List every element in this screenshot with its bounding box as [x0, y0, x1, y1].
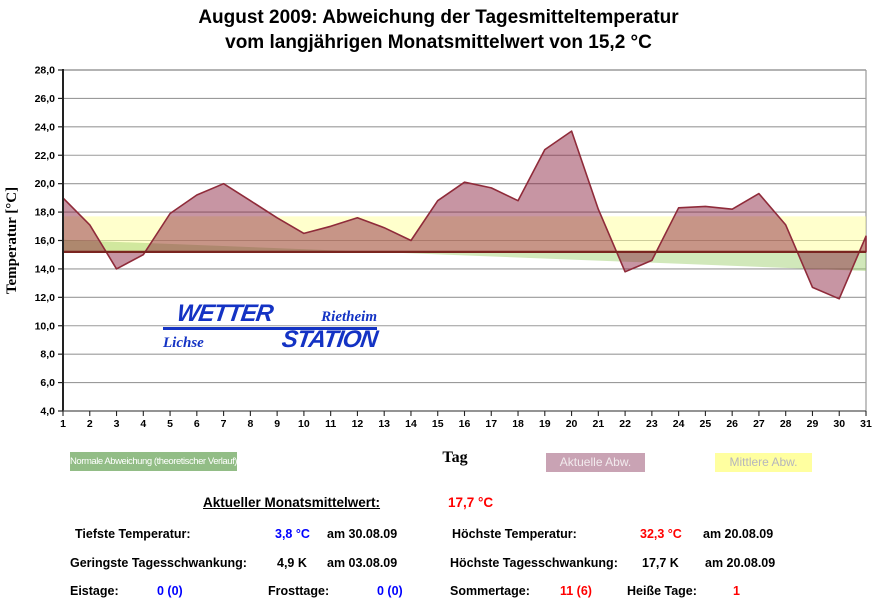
lowest-temp-value: 3,8 °C	[275, 527, 310, 541]
svg-text:20: 20	[565, 418, 578, 430]
highest-temp-date: am 20.08.09	[703, 527, 774, 541]
svg-text:4: 4	[140, 418, 147, 430]
svg-text:8,0: 8,0	[40, 348, 55, 361]
svg-text:28,0: 28,0	[34, 64, 55, 77]
highest-temp-value: 32,3 °C	[640, 527, 682, 541]
daily-temperature-area	[63, 131, 866, 299]
logo-station-text: STATION	[280, 326, 379, 353]
svg-text:7: 7	[220, 418, 227, 430]
svg-text:27: 27	[753, 418, 765, 430]
x-axis-title: Tag	[442, 449, 468, 466]
svg-text:13: 13	[378, 418, 391, 430]
summer-days-value: 11 (6)	[560, 584, 592, 598]
svg-text:2: 2	[86, 418, 93, 430]
highest-range-label: Höchste Tagesschwankung:	[450, 556, 618, 570]
monthly-mean-label: Aktueller Monatsmittelwert:	[203, 495, 381, 510]
summer-days-label: Sommertage:	[450, 584, 530, 598]
svg-text:1: 1	[60, 418, 66, 430]
lowest-temp-label: Tiefste Temperatur:	[75, 527, 191, 541]
svg-text:21: 21	[592, 418, 605, 430]
svg-text:14: 14	[405, 418, 417, 430]
logo-row-2	[163, 328, 377, 352]
ice-days-label: Eistage:	[70, 584, 119, 598]
logo-row-1	[163, 302, 377, 326]
y-axis-title: Temperatur [°C]	[4, 186, 20, 295]
legend-mittlere-abweichung: Mittlere Abw.	[715, 453, 812, 472]
svg-text:24,0: 24,0	[34, 121, 55, 134]
svg-text:22: 22	[619, 418, 631, 430]
svg-text:5: 5	[167, 418, 173, 430]
svg-text:30: 30	[833, 418, 846, 430]
logo-wetter-text: WETTER	[175, 300, 275, 327]
svg-text:15: 15	[431, 418, 444, 430]
svg-text:19: 19	[538, 418, 551, 430]
svg-text:16,0: 16,0	[34, 235, 55, 247]
svg-text:14,0: 14,0	[34, 263, 55, 276]
svg-text:8: 8	[247, 418, 254, 430]
svg-text:16: 16	[458, 418, 471, 430]
svg-text:20,0: 20,0	[34, 178, 55, 191]
svg-text:11: 11	[325, 418, 337, 430]
frost-days-value: 0 (0)	[377, 584, 403, 598]
svg-text:12,0: 12,0	[34, 291, 55, 304]
svg-text:18,0: 18,0	[34, 206, 55, 219]
svg-text:18: 18	[512, 418, 524, 430]
svg-text:9: 9	[274, 418, 281, 430]
chart-title-line1: August 2009: Abweichung der Tagesmitteltemperatur	[198, 7, 679, 28]
svg-text:25: 25	[699, 418, 712, 430]
svg-text:31: 31	[860, 418, 872, 430]
highest-range-date: am 20.08.09	[705, 556, 776, 570]
svg-text:17: 17	[485, 418, 498, 430]
lowest-range-value: 4,9 K	[277, 556, 307, 570]
svg-text:10,0: 10,0	[34, 320, 55, 333]
svg-text:6: 6	[193, 418, 200, 430]
svg-text:4,0: 4,0	[40, 405, 55, 418]
frost-days-label: Frosttage:	[268, 584, 330, 598]
lowest-range-label: Geringste Tagesschwankung:	[70, 556, 247, 570]
highest-temp-label: Höchste Temperatur:	[452, 527, 577, 541]
svg-text:22,0: 22,0	[34, 149, 55, 162]
hot-days-value: 1	[733, 584, 740, 598]
hot-days-label: Heiße Tage:	[627, 584, 697, 598]
chart-title-line2: vom langjährigen Monatsmittelwert von 15,2 °C	[225, 32, 652, 53]
svg-text:29: 29	[806, 418, 819, 430]
svg-text:24: 24	[672, 418, 685, 430]
svg-text:12: 12	[351, 418, 364, 430]
lowest-range-date: am 03.08.09	[327, 556, 398, 570]
monthly-mean-value: 17,7 °C	[448, 495, 494, 510]
ice-days-value: 0 (0)	[157, 584, 183, 598]
highest-range-value: 17,7 K	[642, 556, 679, 570]
svg-text:3: 3	[113, 418, 120, 430]
svg-text:6,0: 6,0	[40, 377, 55, 390]
svg-text:26,0: 26,0	[34, 92, 55, 105]
legend-normale-abweichung: Normale Abweichung (theoretischer Verlauf)	[70, 452, 237, 471]
svg-text:28: 28	[779, 418, 792, 430]
logo-rietheim-text: Rietheim	[321, 309, 377, 325]
station-logo	[163, 302, 377, 352]
lowest-temp-date: am 30.08.09	[327, 527, 398, 541]
svg-text:26: 26	[726, 418, 739, 430]
svg-text:10: 10	[298, 418, 310, 430]
logo-lichse-text: Lichse	[163, 335, 204, 351]
svg-text:23: 23	[646, 418, 658, 430]
legend-aktuelle-abweichung: Aktuelle Abw.	[546, 453, 645, 472]
